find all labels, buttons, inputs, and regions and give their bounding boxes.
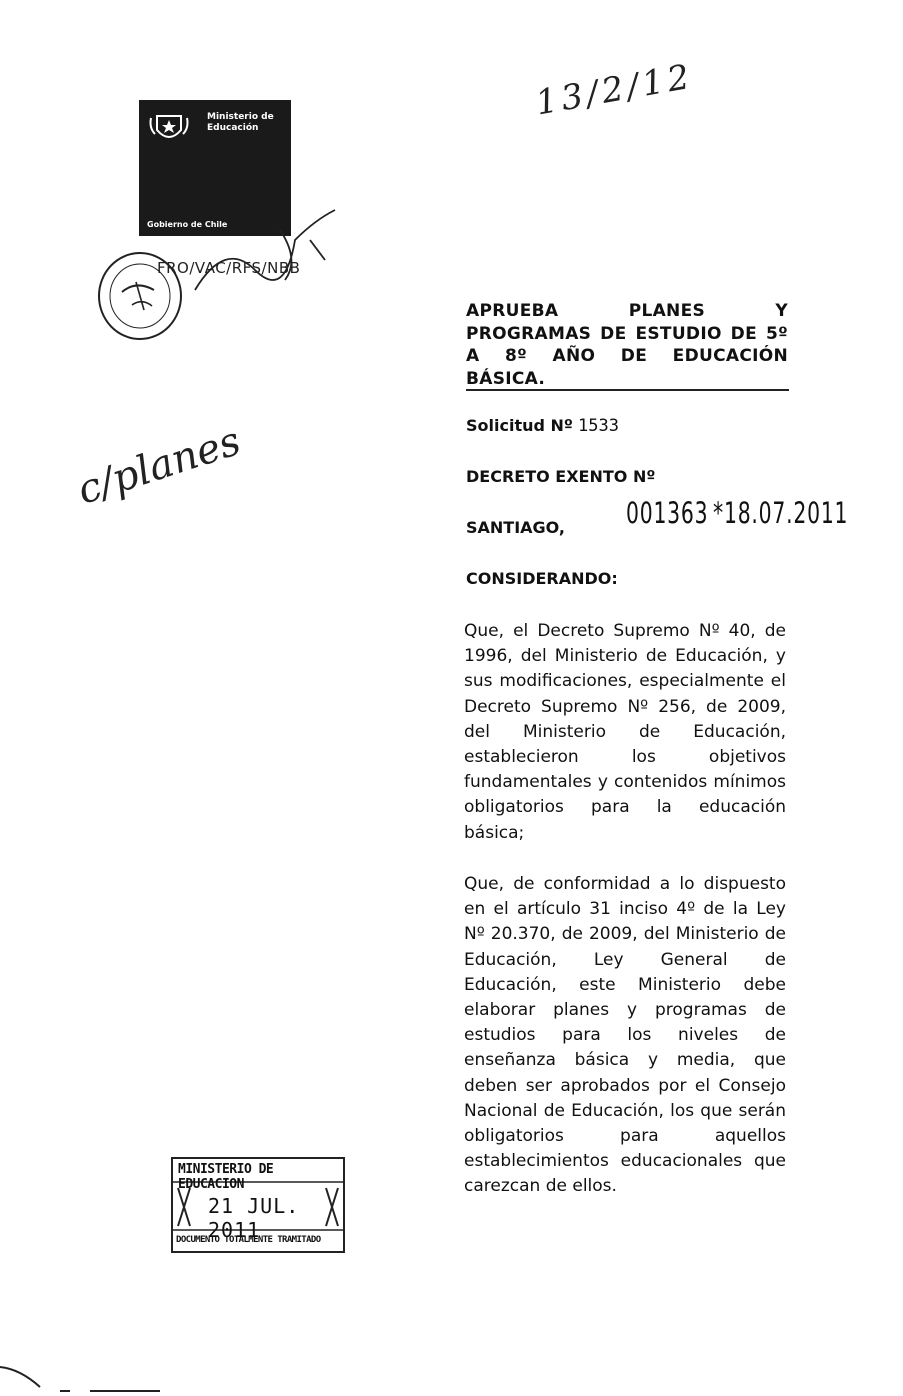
paragraph-1: Que, el Decreto Supremo Nº 40, de 1996, del Ministerio de Educación, y sus modificaciones, especialmente el Decreto Supremo Nº 256, de 2009, del Ministerio de Educación, establecieron los objetivos fundamentales y contenidos mínimos obligatorios para la educación básica; [464, 621, 786, 843]
title-underline [466, 389, 789, 391]
initials-line: FRO/VAC/RFS/NBB [157, 259, 301, 277]
margin-note: c/planes [72, 418, 247, 514]
solicitud-label: Solicitud Nº [466, 416, 573, 435]
paragraph-2: Que, de conformidad a lo dispuesto en el artículo 31 inciso 4º de la Ley Nº 20.370, de 2009, del Ministerio de Educación, Ley General de Educación, este Ministerio debe elaborar planes y programas de estudios para los niveles de enseñanza básica y media, que deben ser aprobados por el Consejo Nacional de Educación, los que serán obligatorios para aquellos establecimientos educacionales que carezcan de ellos. [464, 874, 786, 1197]
bottom-scan-marks [0, 1355, 903, 1396]
decree-number: 001363 [626, 496, 709, 530]
government-label: Gobierno de Chile [147, 220, 228, 229]
decreto-label: DECRETO EXENTO Nº [466, 467, 656, 486]
solicitud-line [466, 416, 619, 436]
decree-date: *18.07.2011 [713, 496, 849, 530]
stamp-date: 21 JUL. 2011 [208, 1194, 300, 1242]
document-title: APRUEBA PLANES Y PROGRAMAS DE ESTUDIO DE 5º A 8º AÑO DE EDUCACIÓN BÁSICA. [466, 301, 788, 389]
seal-inner-text [100, 341, 108, 342]
stamp-status-text: DOCUMENTO TOTALMENTE TRAMITADO [176, 1235, 321, 1245]
ministry-name: Ministerio de Educación [207, 112, 274, 133]
city-label: SANTIAGO, [466, 518, 566, 537]
solicitud-number: 1533 [578, 416, 619, 436]
considerando-heading: CONSIDERANDO: [466, 569, 618, 588]
official-seal [96, 250, 184, 342]
stamp-ministry-text: MINISTERIO DE EDUCACION [178, 1162, 274, 1192]
signature-mark [185, 200, 345, 310]
received-stamp [170, 1150, 346, 1254]
handwritten-reference: 13/2/12 [532, 56, 697, 124]
decree-stamp [626, 496, 848, 530]
coat-of-arms-icon [149, 110, 189, 146]
